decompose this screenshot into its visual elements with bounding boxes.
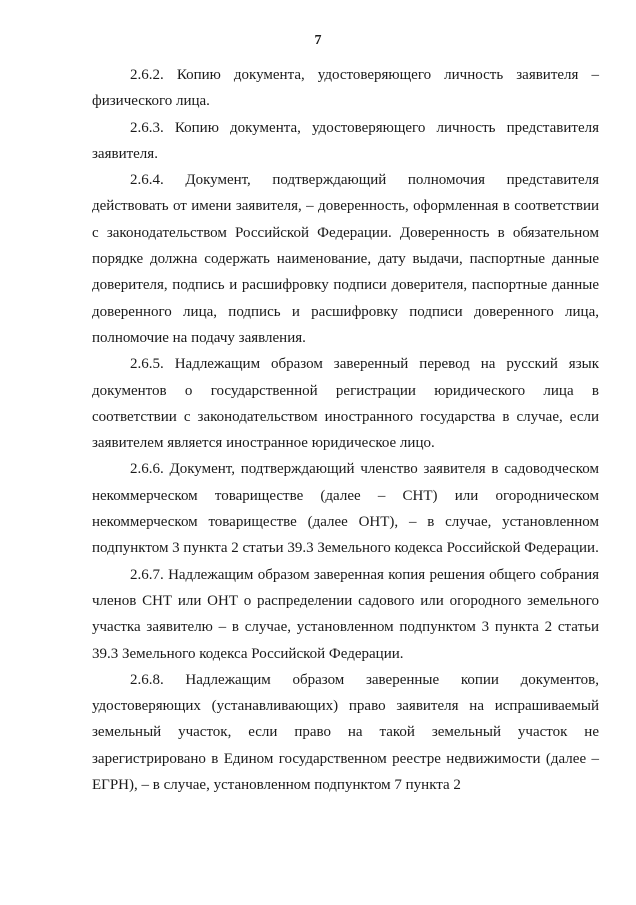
paragraph-number: 2.6.6. <box>130 461 164 478</box>
document-body <box>92 62 599 798</box>
paragraph-text: Надлежащим образом заверенные копии документов, удостоверяющих (устанавливающих) право заявителя на испрашиваемый земельный участок, если право на такой земельный участок не зарегистрировано в Едином государственном реестре недвижимости (далее – ЕГРН), – в случае, установленном подпунктом 7 пункта 2 <box>92 671 599 794</box>
paragraph-text: Надлежащим образом заверенная копия решения общего собрания членов СНТ или ОНТ о распределении садового или огородного земельного участка заявителю – в случае, установленном подпунктом 3 пункта 2 статьи 39.3 Земельного кодекса Российской Федерации. <box>92 566 599 662</box>
paragraph-2-6-2 <box>92 62 599 115</box>
paragraph-text: Копию документа, удостоверяющего личность заявителя – физического лица. <box>92 67 599 110</box>
paragraph-2-6-3 <box>92 115 599 168</box>
paragraph-text: Документ, подтверждающий членство заявителя в садоводческом некоммерческом товариществе (далее – СНТ) или огородническом некоммерческом товариществе (далее ОНТ), – в случае, установленном подпунктом 3 пункта 2 статьи 39.3 Земельного кодекса Российской Федерации. <box>92 461 599 557</box>
paragraph-2-6-5 <box>92 351 599 456</box>
paragraph-number: 2.6.2. <box>130 67 164 83</box>
paragraph-number: 2.6.8. <box>130 671 164 688</box>
paragraph-text: Копию документа, удостоверяющего личность представителя заявителя. <box>92 119 599 162</box>
page-number: 7 <box>314 33 322 48</box>
paragraph-number: 2.6.4. <box>130 172 164 189</box>
paragraph-2-6-4 <box>92 167 599 351</box>
paragraph-text: Документ, подтверждающий полномочия представителя действовать от имени заявителя, – доверенность, оформленная в соответствии с законодательством Российской Федерации. Доверенность в обязательном порядке должна содержать наименование, дату выдачи, паспортные данные доверителя, подпись и расшифровку подписи доверителя, паспортные данные доверенного лица, подпись и расшифровку подписи доверенного лица, полномочие на подачу заявления. <box>92 172 599 346</box>
paragraph-number: 2.6.7. <box>130 566 164 583</box>
paragraph-2-6-7 <box>92 562 599 667</box>
paragraph-text: Надлежащим образом заверенный перевод на русский язык документов о государственной регистрации юридического лица в соответствии с законодательством иностранного государства в случае, если заявителем является иностранное юридическое лицо. <box>92 356 599 452</box>
paragraph-2-6-8 <box>92 667 599 798</box>
paragraph-number: 2.6.5. <box>130 356 164 373</box>
paragraph-number: 2.6.3. <box>130 119 164 136</box>
paragraph-2-6-6 <box>92 456 599 561</box>
